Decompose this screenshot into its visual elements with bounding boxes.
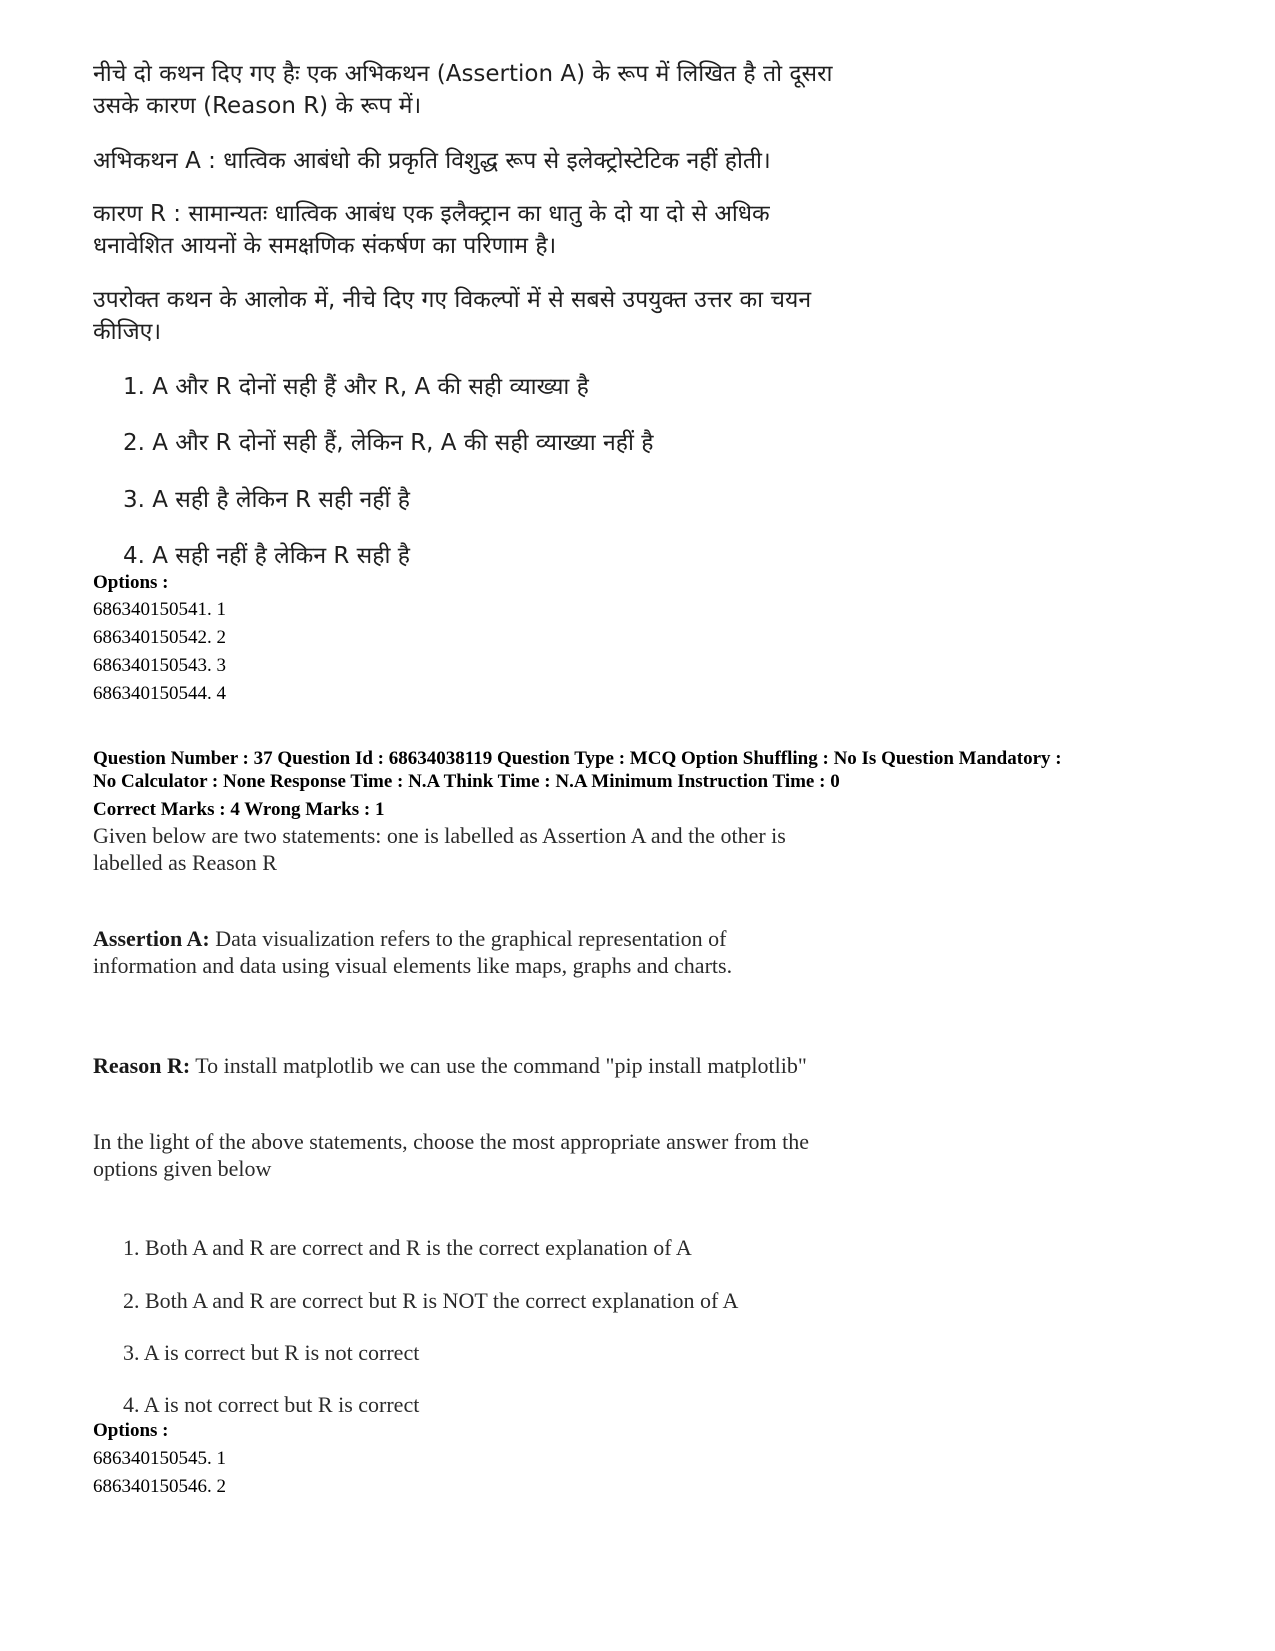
- english-option-4: 4. A is not correct but R is correct: [123, 1392, 420, 1417]
- english-instruction-line-1: In the light of the above statements, choose the most appropriate answer from the: [93, 1129, 810, 1154]
- question-meta-line-2: No Calculator : None Response Time : N.A Think Time : N.A Minimum Instruction Time : 0: [93, 771, 840, 792]
- hindi-reason-line-1: कारण R : सामान्यतः धात्विक आबंध एक इलैक्ट्रान का धातु के दो या दो से अधिक: [93, 201, 770, 227]
- option-id-544: 686340150544. 4: [93, 683, 226, 704]
- english-option-3: 3. A is correct but R is not correct: [123, 1340, 420, 1365]
- option-id-542: 686340150542. 2: [93, 627, 226, 648]
- hindi-option-1: 1. A और R दोनों सही हैं और R, A की सही व्याख्या है: [123, 374, 589, 400]
- option-id-545: 686340150545. 1: [93, 1448, 226, 1469]
- reason-text: To install matplotlib we can use the command "pip install matplotlib": [190, 1053, 807, 1078]
- hindi-option-2: 2. A और R दोनों सही हैं, लेकिन R, A की सही व्याख्या नहीं है: [123, 430, 654, 456]
- assertion-label: Assertion A:: [93, 926, 210, 951]
- options-heading-2: Options :: [93, 1420, 169, 1441]
- english-intro-line-1: Given below are two statements: one is labelled as Assertion A and the other is: [93, 823, 786, 848]
- question-marks: Correct Marks : 4 Wrong Marks : 1: [93, 799, 385, 820]
- hindi-option-3: 3. A सही है लेकिन R सही नहीं है: [123, 487, 410, 513]
- option-id-541: 686340150541. 1: [93, 599, 226, 620]
- english-option-1: 1. Both A and R are correct and R is the correct explanation of A: [123, 1235, 692, 1260]
- option-id-543: 686340150543. 3: [93, 655, 226, 676]
- hindi-instruction-line-1: उपरोक्त कथन के आलोक में, नीचे दिए गए विकल्पों में से सबसे उपयुक्त उत्तर का चयन: [93, 287, 812, 313]
- english-assertion-line-2: information and data using visual elements like maps, graphs and charts.: [93, 953, 733, 978]
- hindi-assertion: अभिकथन A : धात्विक आबंधो की प्रकृति विशुद्ध रूप से इलेक्ट्रोस्टेटिक नहीं होती।: [93, 148, 771, 174]
- hindi-intro-line-2: उसके कारण (Reason R) के रूप में।: [93, 93, 422, 119]
- assertion-text: Data visualization refers to the graphical representation of: [209, 926, 727, 951]
- question-meta-line-1: Question Number : 37 Question Id : 68634038119 Question Type : MCQ Option Shuffling : No Is Question Mandatory :: [93, 748, 1062, 769]
- english-instruction-line-2: options given below: [93, 1156, 272, 1181]
- reason-label: Reason R:: [93, 1053, 191, 1078]
- options-heading-1: Options :: [93, 572, 169, 593]
- english-reason: [93, 1052, 807, 1080]
- hindi-option-4: 4. A सही नहीं है लेकिन R सही है: [123, 543, 410, 569]
- hindi-reason-line-2: धनावेशित आयनों के समक्षणिक संकर्षण का परिणाम है।: [93, 233, 557, 259]
- english-assertion-line-1: [93, 925, 727, 953]
- hindi-instruction-line-2: कीजिए।: [93, 319, 162, 345]
- hindi-intro-line-1: नीचे दो कथन दिए गए हैः एक अभिकथन (Assertion A) के रूप में लिखित है तो दूसरा: [93, 61, 833, 87]
- english-option-2: 2. Both A and R are correct but R is NOT the correct explanation of A: [123, 1288, 739, 1313]
- option-id-546: 686340150546. 2: [93, 1476, 226, 1497]
- english-intro-line-2: labelled as Reason R: [93, 850, 277, 875]
